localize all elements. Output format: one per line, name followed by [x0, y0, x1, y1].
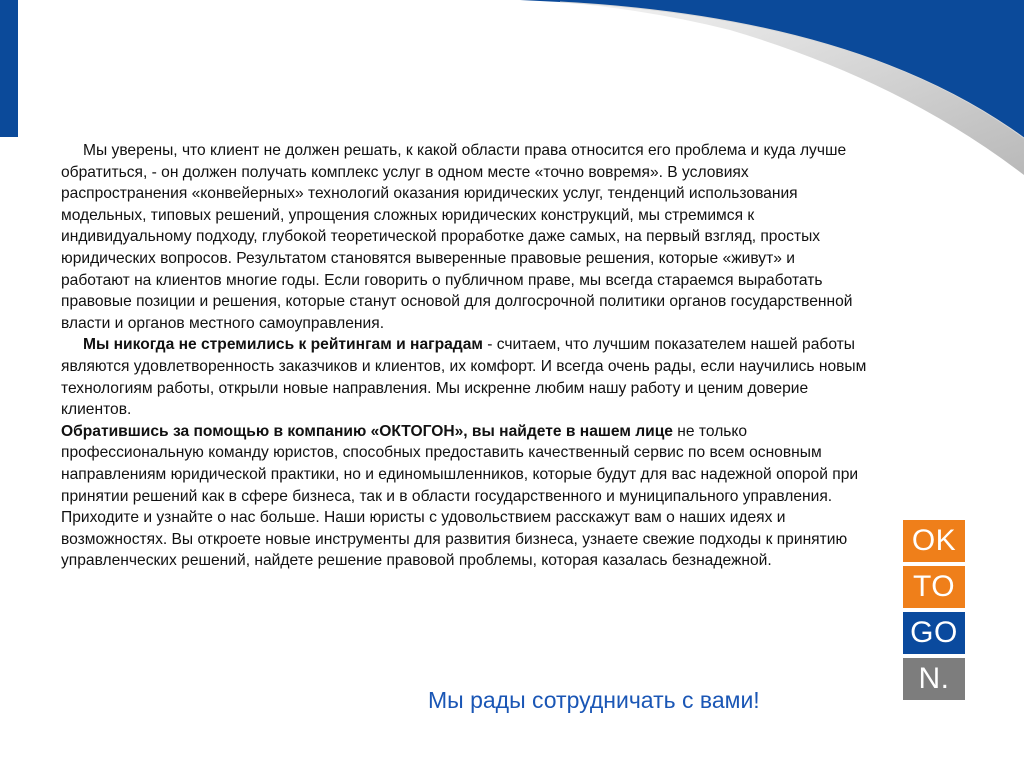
paragraph-2-text: - считаем, что лучшим показателем нашей работы являются удовлетворенность заказчиков и клиентов, их комфорт. И всегда очень рады, если научились новым технологиям работы, открыли новые направления. Мы искренне любим нашу работу и ценим доверие клиентов. [61, 336, 867, 419]
paragraph-2 [61, 334, 867, 420]
closing-line: Мы рады сотрудничать с вами! [428, 687, 760, 713]
paragraph-3 [61, 421, 867, 572]
logo-tile-to: TO [903, 566, 965, 608]
logo-tile-ok: OK [903, 520, 965, 562]
main-text [61, 140, 867, 572]
paragraph-1: Мы уверены, что клиент не должен решать, к какой области права относится его проблема и куда лучше обратиться, - он должен получать комплекс услуг в одном месте «точно вовремя». В условиях распространения «конвейерных» технологий оказания юридических услуг, тенденций использования модельных, типовых решений, упрощения сложных юридических конструкций, мы стремимся к индивидуальному подходу, глубокой теоретической проработке даже самых, на первый взгляд, простых юридических вопросов. Результатом становятся выверенные правовые решения, которые «живут» и работают на клиентов многие годы. Если говорить о публичном праве, мы всегда стараемся выработать правовые позиции и решения, которые станут основой для долгосрочной политики органов государственной власти и органов местного самоуправления. [61, 142, 853, 332]
logo-tile-n: N. [903, 658, 965, 700]
paragraph-3-text: не только профессиональную команду юристов, способных предоставить качественный сервис по всем основным направлениям юридической практики, но и единомышленников, которые будут для вас надежной опорой при принятии решений как в сфере бизнеса, так и в области государственного и муниципального управления. Приходите и узнайте о нас больше. Наши юристы с удовольствием расскажут вам о наших идеях и возможностях. Вы откроете новые инструменты для развития бизнеса, узнаете свежие подходы к принятию управленческих решений, найдете решение правовой проблемы, которая казалась безнадежной. [61, 422, 859, 570]
logo-tile-go: GO [903, 612, 965, 654]
left-accent-bar [0, 0, 18, 137]
paragraph-2-heading: Мы никогда не стремились к рейтингам и наградам [83, 336, 483, 354]
paragraph-3-heading: Обратившись за помощью в компанию «ОКТОГОН», вы найдете в нашем лице [61, 422, 673, 440]
oktogon-logo [903, 520, 965, 704]
